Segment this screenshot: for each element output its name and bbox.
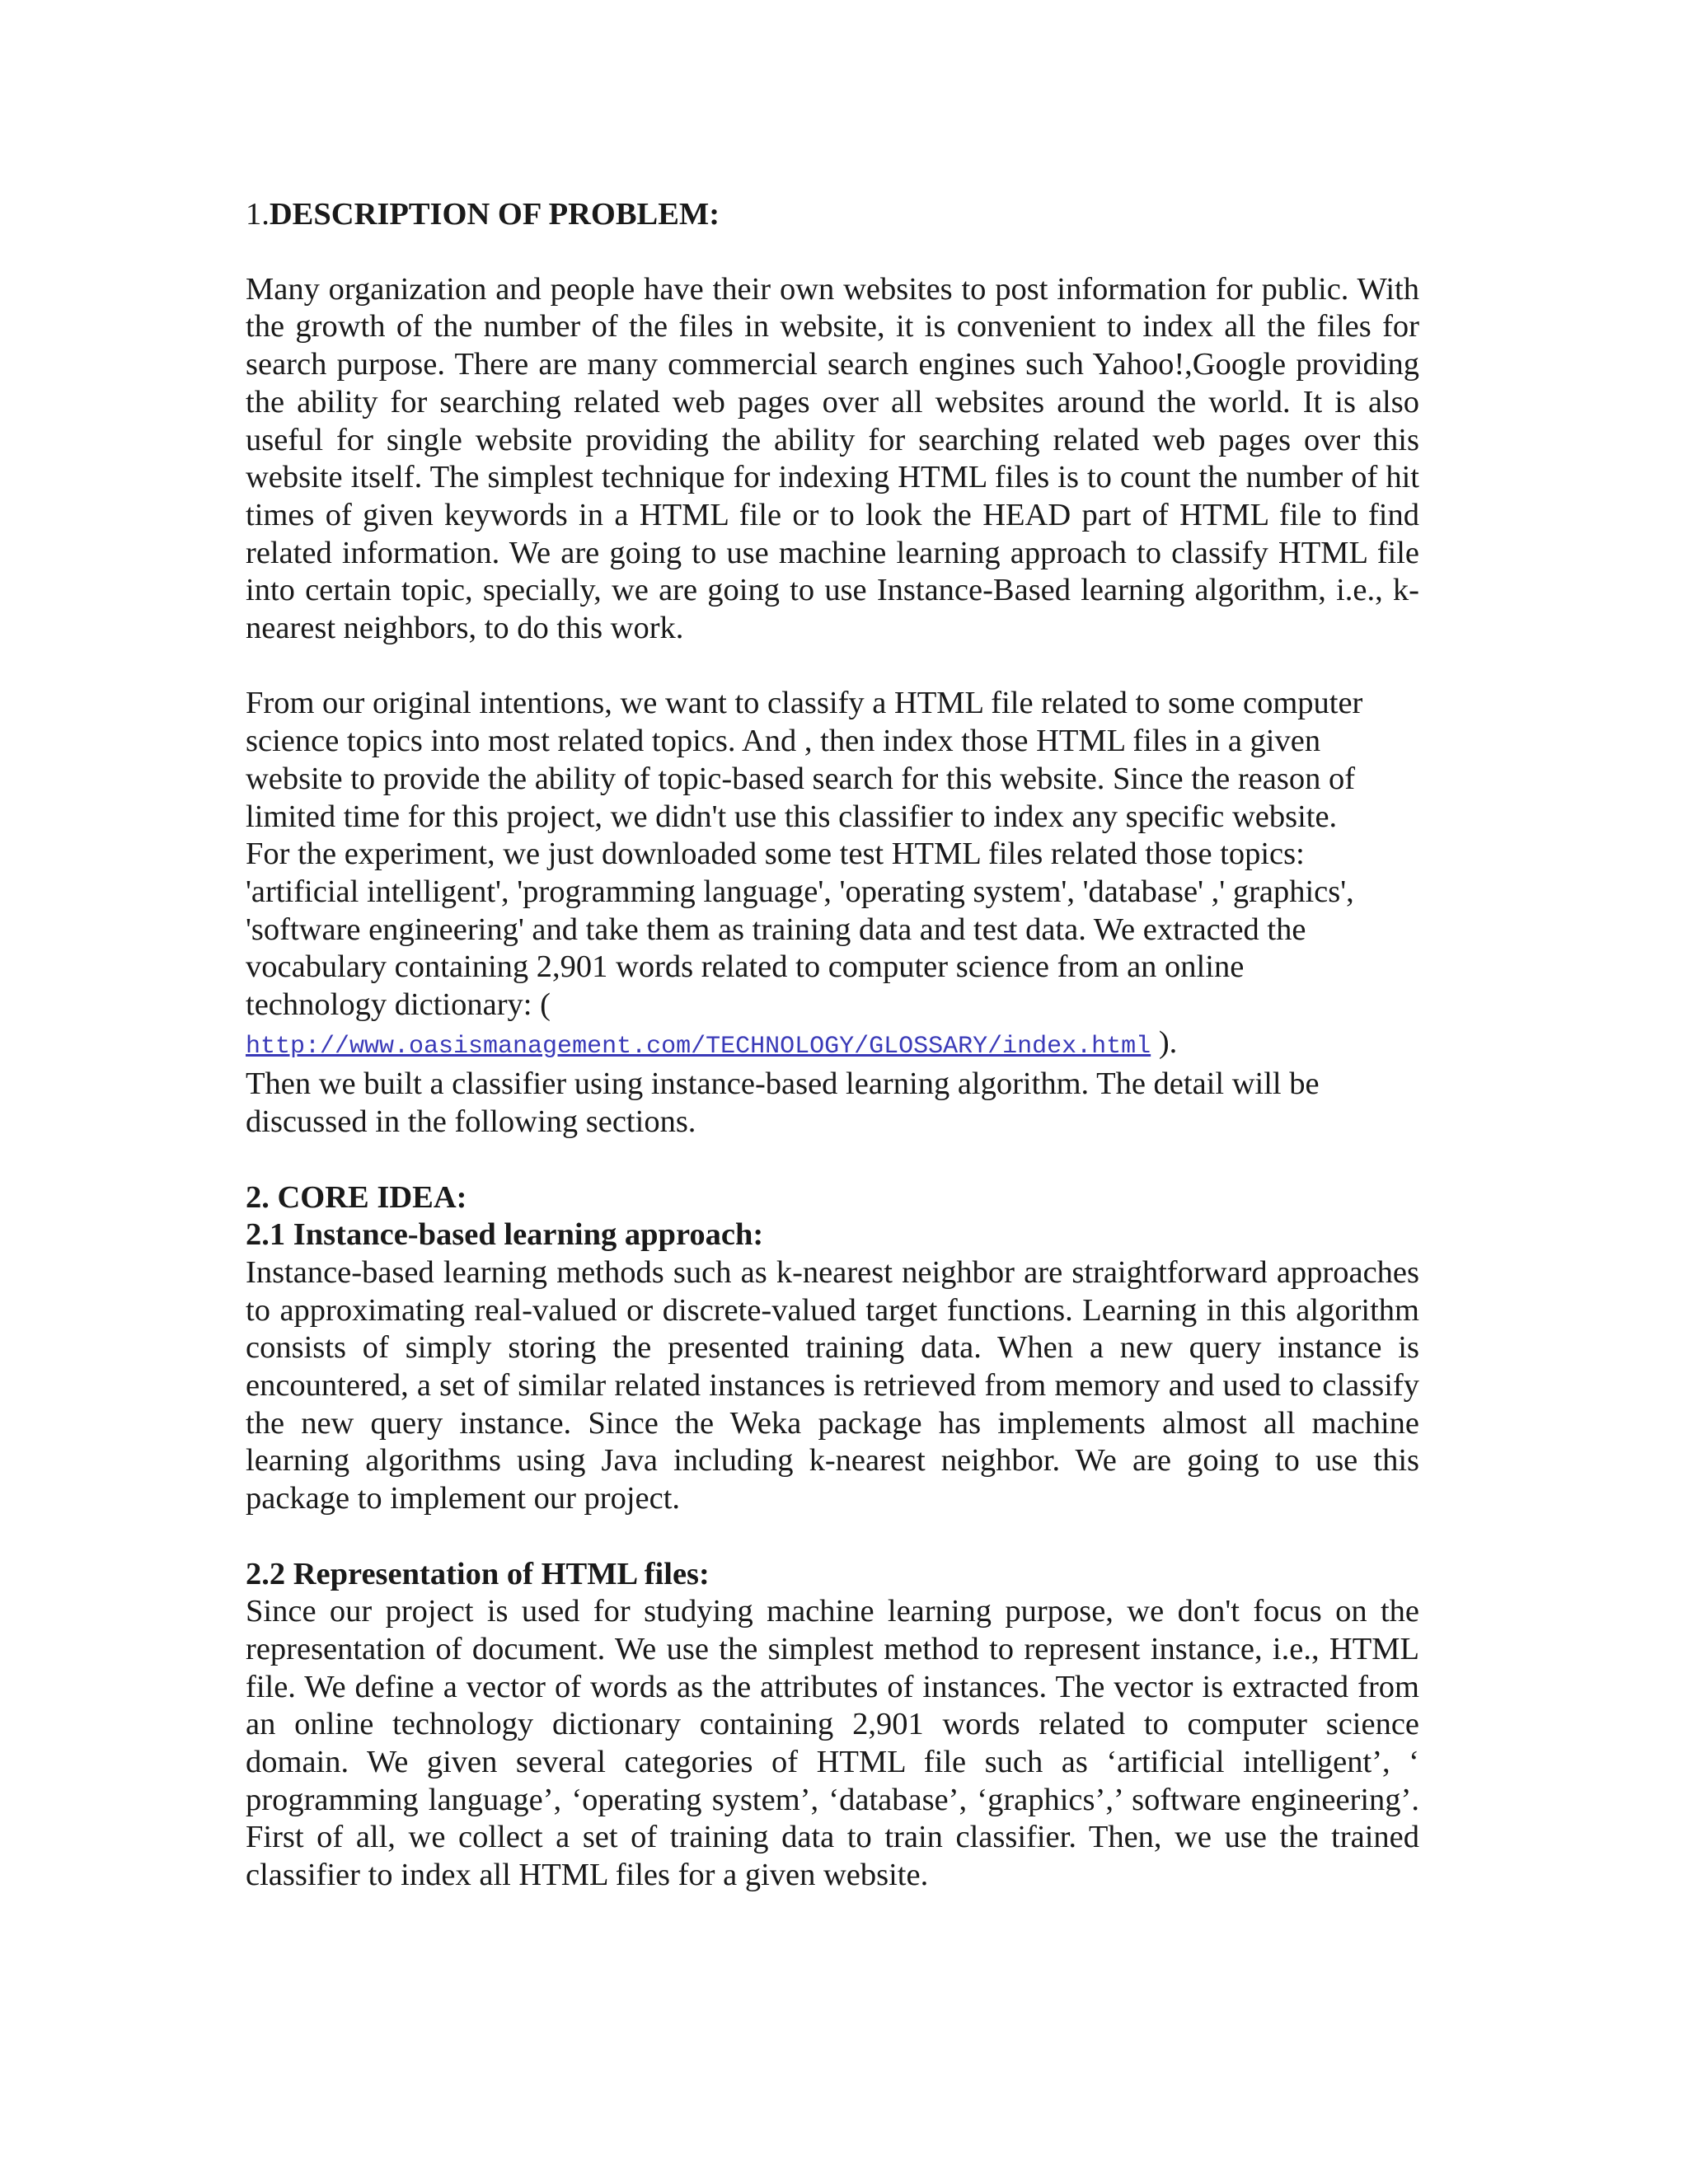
paragraph-2-line: For the experiment, we just downloaded some test HTML files related those topics: xyxy=(246,837,1305,872)
section-1-paragraph-2 xyxy=(246,685,1419,1141)
subsection-2-1-title: 2.1 Instance-based learning approach: xyxy=(246,1217,764,1253)
subsection-2-1 xyxy=(246,1216,1419,1518)
paragraph-2-line: discussed in the following sections. xyxy=(246,1104,696,1140)
glossary-link-line xyxy=(246,1024,1419,1066)
paragraph-2-line: 'software engineering' and take them as training data and test data. We extracted the xyxy=(246,912,1306,947)
paragraph-2-line: technology dictionary: ( xyxy=(246,987,551,1023)
glossary-link[interactable]: http://www.oasismanagement.com/TECHNOLOGY/GLOSSARY/index.html xyxy=(246,1032,1151,1061)
section-1-title: DESCRIPTION OF PROBLEM: xyxy=(269,197,720,232)
section-1-paragraph-1: Many organization and people have their own websites to post information for public. With the growth of the number of the files in website, it is convenient to index all the files for search purpose. There are many commercial search engines such Yahoo!,Google providing the ability for searching related web pages over all websites around the world. It is also useful for single website providing the ability for searching related web pages over this website itself. The simplest technique for indexing HTML files is to count the number of hit times of given keywords in a HTML file or to look the HEAD part of HTML file to find related information. We are going to use machine learning approach to classify HTML file into certain topic, specially, we are going to use Instance-Based learning algorithm, i.e., k-nearest neighbors, to do this work. xyxy=(246,271,1419,646)
subsection-2-2-title: 2.2 Representation of HTML files: xyxy=(246,1556,710,1591)
subsection-2-2-text: Since our project is used for studying machine learning purpose, we don't focus on the representation of document. We use the simplest method to represent instance, i.e., HTML file. We define a vector of words as the attributes of instances. The vector is extracted from an online technology dictionary containing 2,901 words related to computer science domain. We given several categories of HTML file such as ‘artificial intelligent’, ‘ programming language’, ‘operating system’, ‘database’, ‘graphics’,’ software engineering’. First of all, we collect a set of training data to train classifier. Then, we use the trained classifier to index all HTML files for a given website. xyxy=(246,1594,1419,1893)
paragraph-2-line: 'artificial intelligent', 'programming language', 'operating system', 'database' ,' graphics', xyxy=(246,874,1354,909)
document-page xyxy=(246,196,1419,1933)
paragraph-2-line: website to provide the ability of topic-based search for this website. Since the reason of xyxy=(246,761,1356,796)
paragraph-2-line: limited time for this project, we didn't use this classifier to index any specific website. xyxy=(246,799,1338,834)
paragraph-2-line: From our original intentions, we want to classify a HTML file related to some computer xyxy=(246,686,1363,721)
section-1-heading xyxy=(246,196,1419,234)
subsection-2-2 xyxy=(246,1556,1419,1895)
paragraph-2-line: science topics into most related topics. And , then index those HTML files in a given xyxy=(246,724,1321,759)
paragraph-2-line: Then we built a classifier using instance-based learning algorithm. The detail will be xyxy=(246,1066,1320,1102)
paragraph-2-line: vocabulary containing 2,901 words related to computer science from an online xyxy=(246,949,1245,985)
subsection-2-1-text: Instance-based learning methods such as k-nearest neighbor are straightforward approaches to approximating real-valued or discrete-valued target functions. Learning in this algorithm consists of simply storing the presented training data. When a new query instance is encountered, a set of similar related instances is retrieved from memory and used to classify the new query instance. Since the Weka package has implements almost all machine learning algorithms using Java including k-nearest neighbor. We are going to use this package to implement our project. xyxy=(246,1254,1419,1516)
section-2-heading: 2. CORE IDEA: xyxy=(246,1179,467,1215)
glossary-link-close: ). xyxy=(1151,1024,1178,1060)
section-1-number: 1. xyxy=(246,197,270,232)
